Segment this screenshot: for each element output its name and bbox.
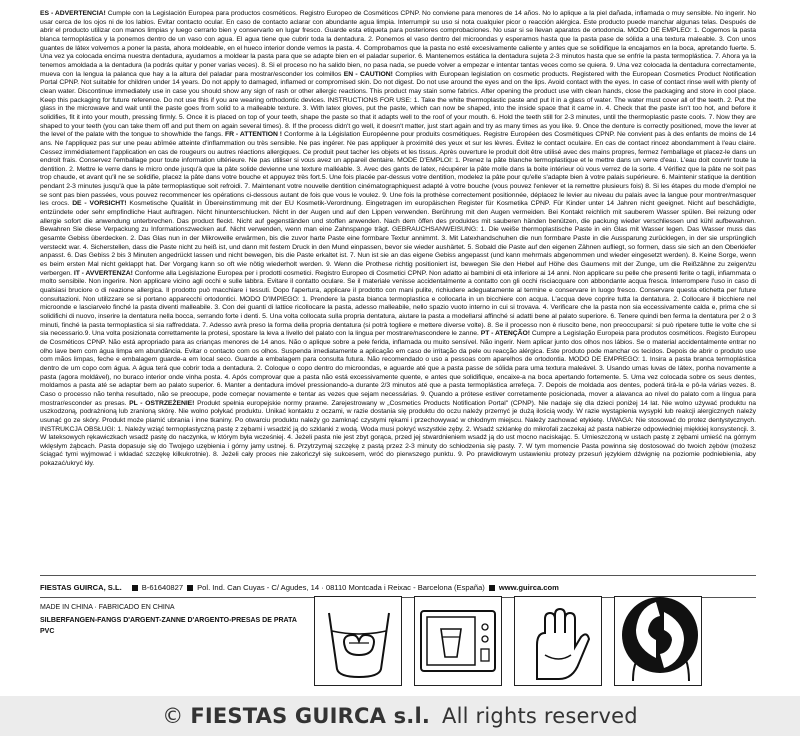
company-address: Pol. Ind. Can Cuyas - C/ Agudes, 14 · 08110 Montcada i Reixac - Barcelona (España): [197, 583, 485, 592]
gloves-paste-icon: [514, 596, 602, 686]
text-it: Conforme alla Legislazione Europea per i prodotti cosmetici. Registro Europeo di Cosmetici CPNP. Non adatto ai bambini di età inferiore ai 14 anni. Non applicare su pelle che presenti ferite o tagli, infiammata o molto sensibile. Non ingerire. Non applicare vicino agli occhi e sulle labbra. Evitare il contatto oculare. Se il materiale venisse accidentalmente a contatto con gli occhi risciacquare con abbondante acqua fresca. Interrompere l'uso in caso di qualsiasi bruciore o di reazione allergica. Il prodotto può macchiare i tessuti. Dopo l'apertura, applicare il prodotto con mani pulite, richiudere adeguatamente al termine e conservare in luogo fresco. Conservare questa etichetta per future consultazioni. Non utilizzare se si portano apparecchi ortodontici. MODO D'IMPIEGO: 1. Prendere la pasta bianca termoplastica e collocarla in un bicchiere con acqua. L'acqua deve coprire tutta la dentatura. 2. Collocare il bicchiere nel microonde e lasciarvelo finché la pasta diventi malleabile. 3. Con dei guanti di lattice ricollocare la pasta, adesso malleabile, nello spazio vuoto interno in cui si trovava. 4. Verificare che la pasta non sia eccessivamente calda e, prima che si solidifichi di nuovo, inserire la dentatura nella bocca, serrando forte i denti. 5. Una volta collocata sulla propria dentatura, aiutare la pasta a modellarsi affinché si adatti bene al palato superiore. 6. Tenere quindi ben ferma la dentatura per 2 o 3 minuti, finché la pasta termoplastica si sia raffreddata. 7. Adesso avrà preso la forma della propria dentatura (si potrà togliere e mettere diverse volte). 8. Se il processo non è riuscito bene, non preoccuparsi: si può ripetere tutte le volte che si sia necessario.9. Una volta posizionata correttamente la protesi, spostare la leva a livello del palato con la lingua per mostrare/nascondere le zanne.: [40, 269, 756, 338]
text-pt: Cumpre a Legislação Europeia para produtos cosméticos. Registo Europeu de Cosméticos CPNP. Não está apropriado para as crianças menores de 14 anos. Não o aplique sobre a pele ferida, inflamada ou muito sensível. Não ingerir. Nem aplicar junto dos olhos nos lábios. Se o material accidentalmente entrar no olho lave bem com água limpa em abundância. Evitar o contacto com os olhos. Suspenda imediatamente a aplicação em caso de irritação da pele ou reacção alérgica. Este produto pode manchar os tecidos. Depois de abrir o produto use com mãos limpas, feche e embalagem guarde-a em local seco. Guarde a embalagem para consulta futura. Não recomendado o uso a pessoas com aparelhos de ortodontia. MODO DE EMPREGO: 1. Insira a pasta branca termoplástica dentro de um copo com água. A água terá que cobrir toda a dentadura. 2. Coloque o copo dentro do microondas, e aguarde até que a pasta passe de sólida para uma textura maleável. 3. Usando umas luvas de látex, ponha novamente a pasta (agora moldável), no buraco interior onde vinha posta. 4. Após comprovar que a pasta não está excessivamente quente, e antes que solidifique, encaixe-a na boca apertando fortemente. 5. Uma vez colocada sobre os seus dentes, moldamos a pasta até se adaptar bem ao palato superior. 6. Manter a dentadura imóvel pressionando-a durante 2/3 minutos até que a pasta termoplástica arrefeça. 7. Depois de moldada aos dentes, poderá tirá-la e pô-la várias vezes. 8. Caso o processo não tenha resultado, não se preocupe, pode começar novamente e tentar as vezes que sejam necessárias. 9. Quando a prótese estiver corretamente posicionada, mover a alavanca ao nível do palato com a língua para mostrar/esconder as presas.: [40, 330, 756, 407]
text-fr: Conforme à la Législation Européenne pour produits cosmétiques. Registre Européen des Cosmétiques CPNP. Ne convient pas à des enfants de moins de 14 ans. Ne l'appliquez pas sur une peau abîmée atteinte d'inflammation ou très sensible. Ne pas ingérer. Ne pas appliquer à proximité des yeux et sur les lèvres. Évitez le contact oculaire. En cas de contact rincez abondamment à l'eau claire. Cessez immédiatement l'application en cas de rougeurs ou autres réactions allergiques. Ce produit peut tacher les objets et les tissus. Après ouverture le produit doit être utilisé avec des mains propres, fermez l'emballage et placez-le dans un endroit frais. Conservez l'emballage pour toute information ultérieure. Ne pas utiliser si vous avez un appareil dentaire. MODE D'EMPLOI: 1. Prenez la pâte blanche termoplastique et le mettre dans un verre d'eau. L'eau doit couvrir toute la dentition. 2. Mettre le verre dans le micro onde jusqu'à que la pâte solide devienne une texture malléable. 3. Avec des gants de latex, récupérer la pâte molle dans la boite intérieur où vous verrez de la sorte. 4 Vérifiez que la pâte ne soit pas trop chaude, et avant qu'il ne se solidifie, placez la pâte dans votre bouche et appuyez très fort.5. Une fois placée par-dessus votre dentition, modelez la pâte pour qu'elle s'adapte bien à votre palais supérieure. 6. Maintenir statique la dentition pendant 2-3 minutes jusqu'à que la pâte termoplastique soit refroidi. 7. Maintenant votre nouvelle dentition cinématographiquest adapté à votre bouche (vous pouvez l'enlever et la remettre plusieurs fois) 8. Si les étapes du mode d'emploi ne se sont pas bien passées, vous pouvez recommencer les opérations ci-dessous autant de fois que vous le voulez. 9. Une fois la prothèse correctement positionnée, déplacez le levier au niveau du palais avec la langue pour montrer/masquer les crocs.: [40, 131, 756, 208]
copyright-icon: ©: [162, 704, 184, 728]
green-dot-icon: [616, 590, 704, 680]
label-pt: PT - ATENÇÃO!: [480, 330, 530, 338]
label-fr: FR - ATTENTION !: [224, 131, 283, 139]
made-in: MADE IN CHINA · FABRICADO EN CHINA: [40, 604, 175, 611]
label-pl: PL - OSTRZEŻENIE!: [129, 399, 195, 407]
text-es: Cumple con la Legislación Europea para productos cosméticos. Registro Europeo de Cosméticos CPNP. No conviene para menores de 14 años. No lo aplique a la piel dañada, inflamada o muy sensible. No ingerir. No usar cerca de los ojos ni de los labios. Evitar contacto ocular. En caso de contacto aclarar con abundante agua limpia. Interrumpir su uso si nota cualquier picor o reacción alérgica. Este producto puede manchar algunas telas. Después de abrir el producto utilizar con manos limpias y luego cerrarlo bien y conservarlo en lugar fresco. Guarde esta etiqueta para posteriores comprobaciones. No usar si se llevan aparatos de ortodoncia. MODO DE EMPLEO: 1. Cogemos la pasta blanca termoplástica y la ponemos dentro de un vaso con agua. El agua tiene que cubrir toda la dentadura. 2. Ponemos el vaso dentro del microondas y esperamos hasta que la pasta pase de sólida a una textura maleable. 3. Con unos guantes de látex volvemos a poner la pasta, ahora moldeable, en el hueco interior donde vemos la pasta. 4. Comprobamos que la pasta no esté excesivamente caliente y antes que se solidifique la encajamos en la boca, apretando fuerte. 5. Una vez ya colocada encima nuestra dentadura, ayudamos a moldear la pasta para que se adapte bien en el paladar superior. 6. Mantenemos estática la dentadura sujeta 2-3 minutos hasta que se enfríe la pasta termoplástica. 7. Ahora ya la tenemos amoldada a la dentadura (la podrás quitar y poner varias veces). 8. Si el proceso no ha salido bien, no pasa nada, se puede volver a empezar e intentar tantas veces como se quiera. 9. Una vez colocada la dentadura correctamente, mueva con la lengua la palanca que hay a la altura del paladar para mostrar/esconder los colmillos: [40, 10, 756, 78]
teeth-in-glass-icon: [314, 596, 402, 686]
text-en: Complies with European legislation on cosmetic products. Registered with the European Cosmetics Product Notification Portal CPNP. Not suitable for children under 14 years. Do not apply to damaged, inflamed or compromised skin. Do not digest. Do not use around the eyes and on the lips. Avoid contact with the eyes. In case of contact rinse well with plenty of clean water. Discontinue immediately use in case you should show any sign of rash or other allergic reactions. This product may stain some fabrics. After opening the product use with clean hands, close the packaging and store in cool place. Keep this packaging for future reference. Do not use this if you are wearing orthodontic devices. INSTRUCTIONS FOR USE: 1. Take the white thermoplastic paste and put it in a glass of water. The water must cover all of the teeth. 2. Put the glass in the microwave and wait until the paste goes from solid to a malleable texture. 3. With latex gloves, put the paste, which can now be shaped, into the inside space that it came in. 4. Check that the paste isn't too hot, and before it solidifies, fit it into your mouth, pressing firmly. 5. Once it is placed on top of your teeth, shape the paste so that it adapts well to the roof of your mouth. 6. Hold the teeth still for 2-3 minutes, until the thermoplastic paste cools. 7. Now they are shaped to your teeth (you can take them off and put them on again several times). 8. If the process didn't go well, it doesn't matter, just start again and try as many times as you like. 9. Once the denture is correctly positioned, move the lever at the level of the palate with the tongue to show/hide the fangs.: [40, 70, 756, 139]
multilingual-warning-text: [40, 10, 756, 575]
text-pl: Produkt spełnia europejskie normy prawne. Zarejestrowany w „Cosmetics Products Notification Portal" (CPNP). Nie nadaje się dla dzieci poniżej 14 lat. Nie wolno używać produktu na uszkodzoną, podrażnioną lub zranioną skórę. Nie wolno połykać produktu. Unikać kontaktu z oczami, w razie dostania się produktu do oczu należy przemyć je dużą ilością wody. W razie wystąpienia wysypki lub reakcji alergicznych należy usunąć go ze skóry. Produkt może plamić ubrania i inne tkaniny. Po otwarciu produktu należy go zamknąć czystymi rękami i przechowywać w chłodnym miejscu. Należy zachować etykietę. UWAGA: Nie stosować do protez dentystycznych. INSTRUKCJA OBSŁUGI: 1. Należy wziąć termoplastyczną pastę z zębami i wsadzić ją do szklanki z wodą. Woda musi pokryć wszystkie zęby. 2. Wsadź szklankę do mikrofali zaczekaj aż pasta nabierze odpowiedniej miękkiej konsystencji. 3. W lateksowych rękawiczkach wsadź pastę do naczynka, w którym była wcześniej. 4. Jeżeli pasta nie jest zbyt gorąca, przed jej stwardnieniem wsadź ją do ust mocno naciskając. 5. Umieszczoną w ustach pastę z zębami umieść na górnym wklęsłym żąbcach. Pasta dopasuje się do Twojego uzębienia i górny jamy ustnej. 6. Przytrzymaj szczękę z pastą przez 2-3 minuty do schłodzenia się pasty. 7. W tym momencie Pasta powinna się dostosować do twoich zębów (możesz ściągać tymi wyjmować i wkładać szczękę kilkukrotnie). 8. Jeżeli cały proces nie zakończył się sukcesem, wróć do pierwszego punktu. 9. Po prawidłowym ustawieniu protezy przesuń językiem dźwignię na poziomie podniebienia, aby pokazać/ukryć kły.: [40, 399, 756, 468]
label-de: DE - VORSICHT!: [72, 200, 127, 208]
copyright-text: [162, 704, 638, 728]
copyright-brand: FIESTAS GUIRCA s.l.: [190, 704, 431, 728]
company-cif: B-61640827: [141, 583, 184, 592]
label-it: IT - AVVERTENZA!: [73, 269, 133, 277]
microwave-glass-icon: [414, 596, 502, 686]
material: PVC: [40, 628, 55, 635]
square-bullet-icon: [187, 585, 193, 591]
square-bullet-icon: [132, 585, 138, 591]
copyright-rights: All rights reserved: [442, 704, 638, 728]
label-es: ES - ADVERTENCIA!: [40, 10, 106, 17]
copyright-footer: [0, 696, 800, 736]
company-website: www.guirca.com: [498, 583, 559, 592]
label-en: EN - CAUTION!: [343, 70, 393, 78]
text-de: Kosmetische Qualität in Übereinstimmung mit der EU Kosmetik-Verordnung. Eingetragen im europäischen Register für Kosmetika CPNP. Für Kinder unter 14 Jahren nicht geeignet. Nicht auf beschädigte, entzündete oder sehr empfindliche Haut auftragen. Nicht hinunterschlucken. Nicht in der Augen und auf den Lippen verwenden. Berührung mit den Augen vermeiden. Bei Kontakt reichlich mit sauberem Wasser spülen. Bei reizung oder allergie sofort die anwendung unterbrechen. Das product fleckt. Nicht auf gegenständen und stoffen anwenden. Nach dem öffen des produktes mit sauberen händen benützen, die packung wieder verschliessen und kühl aufbewahren. Bewahren Sie diese Verpackung zu Informationszwecken auf. Nicht verwenden, wenn man eine Zahnspange trägt. GEBRAUCHSANWEISUNG: 1. Die weiße thermoplastische Paste in ein Glas mit Wasser legen. Das Wasser muss das gesamte Gebiss überdecken. 2. Das Glas nun in der Mikrowelle erwärmen, bis die zuvor harte Paste eine formbare Textur annimmt. 3. Mit Latexhandschuhen die nun formbare Paste in die Aussparung zurücklegen, in der sie ursprünglich versteckt war. 4. Sicherstellen, dass die Paste nicht zu heiß ist, und dann mit festem Druck in den Mund einpassen, bevor sie wieder aushärtet. 5. Sobald die Paste auf den eigenen Zähnen aufliegt, so formen, dass sie sich an den Oberkiefer anpasst. 6. Das Gebiss 2 bis 3 Minuten angedrückt lassen und nicht bewegen, bis die Paste erkaltet ist. 7. Nun ist sie an das eigene Gebiss angepasst (und kann mehrmals abgenommen und wieder eingesetzt werden). 8. Keine Sorge, wenn es beim ersten Mal nicht geklappt hat. Der Vorgang kann so oft wie nötig wiederholt werden. 9. Wenn die Prothese richtig positioniert ist, bewegen Sie den Hebel auf Höhe des Gaumens mit der Zunge, um die Reißzähne zu zeigen/zu verbergen.: [40, 200, 756, 277]
product-name: SILBERFANGEN-FANGS D'ARGENT-ZANNE D'ARGENTO-PRESAS DE PRATA: [40, 617, 297, 624]
square-bullet-icon: [489, 585, 495, 591]
company-name: FIESTAS GUIRCA, S.L.: [40, 583, 122, 592]
